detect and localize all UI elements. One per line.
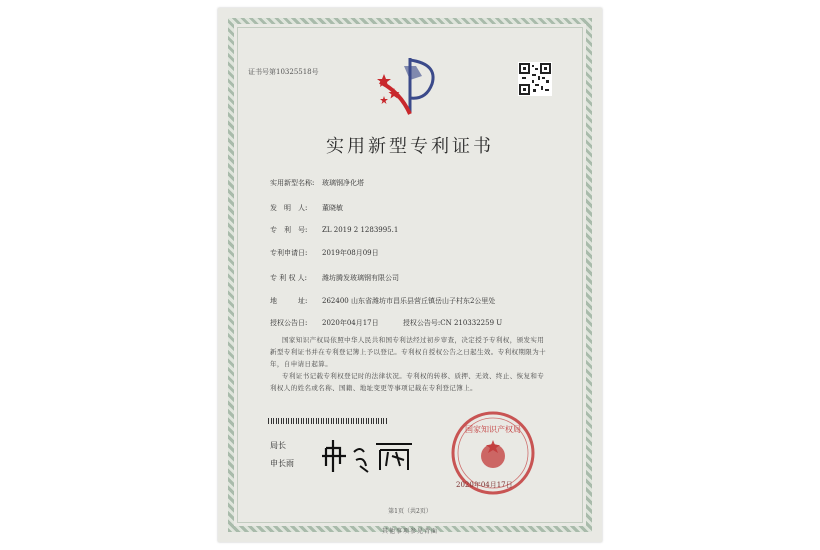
field-label: 发 明 人: [270, 204, 308, 212]
grant-statement-paragraph: 国家知识产权局依照中华人民共和国专利法经过初步审查，决定授予专利权，颁发实用新型专利证书并在专利登记簿上予以登记。专利权自授权公告之日起生效。专利权期限为十年，自申请日起算。 [270, 336, 546, 368]
field-value: CN 210332259 U [440, 319, 503, 327]
field-application-date [270, 248, 379, 258]
field-label: 专 利 权 人: [270, 274, 308, 282]
qr-code-icon [518, 62, 552, 96]
legal-status-paragraph: 专利证书记载专利权登记时的法律状况。专利权的转移、质押、无效、终止、恢复和专利权人的姓名或名称、国籍、地址变更等事项记载在专利登记簿上。 [270, 372, 545, 392]
field-patent-number [270, 225, 398, 235]
signature-name-printed: 申长雨 [270, 459, 294, 468]
handwritten-signature-icon [320, 436, 420, 476]
signature-title-director: 局长 [270, 441, 286, 450]
patent-certificate [218, 8, 602, 542]
field-inventor [270, 203, 343, 213]
svg-text:国家知识产权局: 国家知识产权局 [465, 425, 521, 434]
field-patentee [270, 273, 399, 283]
field-value: 2019年08月09日 [322, 249, 379, 257]
field-utility-model-name [270, 178, 364, 188]
certificate-number: 证书号第10325518号 [248, 68, 319, 76]
field-label: 实用新型名称: [270, 179, 315, 187]
cnipa-logo-icon [370, 52, 442, 124]
field-grant-date [270, 318, 502, 328]
footer-note: 其他事项参见背面 [381, 528, 438, 535]
field-label: 授权公告号: [402, 319, 441, 327]
field-label: 专利申请日: [270, 249, 308, 257]
field-value: 董晓敏 [322, 204, 343, 212]
field-value: 262400 山东省潍坊市昌乐县营丘镇岳山子村东2公里处 [322, 297, 496, 305]
field-value: ZL 2019 2 1283995.1 [322, 226, 399, 234]
field-value: 玻璃钢净化塔 [322, 179, 364, 187]
seal-date: 2020年04月17日 [456, 481, 513, 489]
field-label: 地 址: [270, 297, 308, 305]
field-value: 2020年04月17日 [322, 319, 379, 327]
field-label: 专 利 号: [270, 226, 308, 234]
page-number: 第1页（共2页） [388, 508, 432, 515]
certificate-title: 实用新型专利证书 [326, 136, 494, 157]
field-label: 授权公告日: [270, 319, 308, 327]
barcode-strip [268, 418, 388, 424]
field-value: 潍坊腾发玻璃钢有限公司 [322, 274, 399, 282]
field-address [270, 296, 495, 306]
